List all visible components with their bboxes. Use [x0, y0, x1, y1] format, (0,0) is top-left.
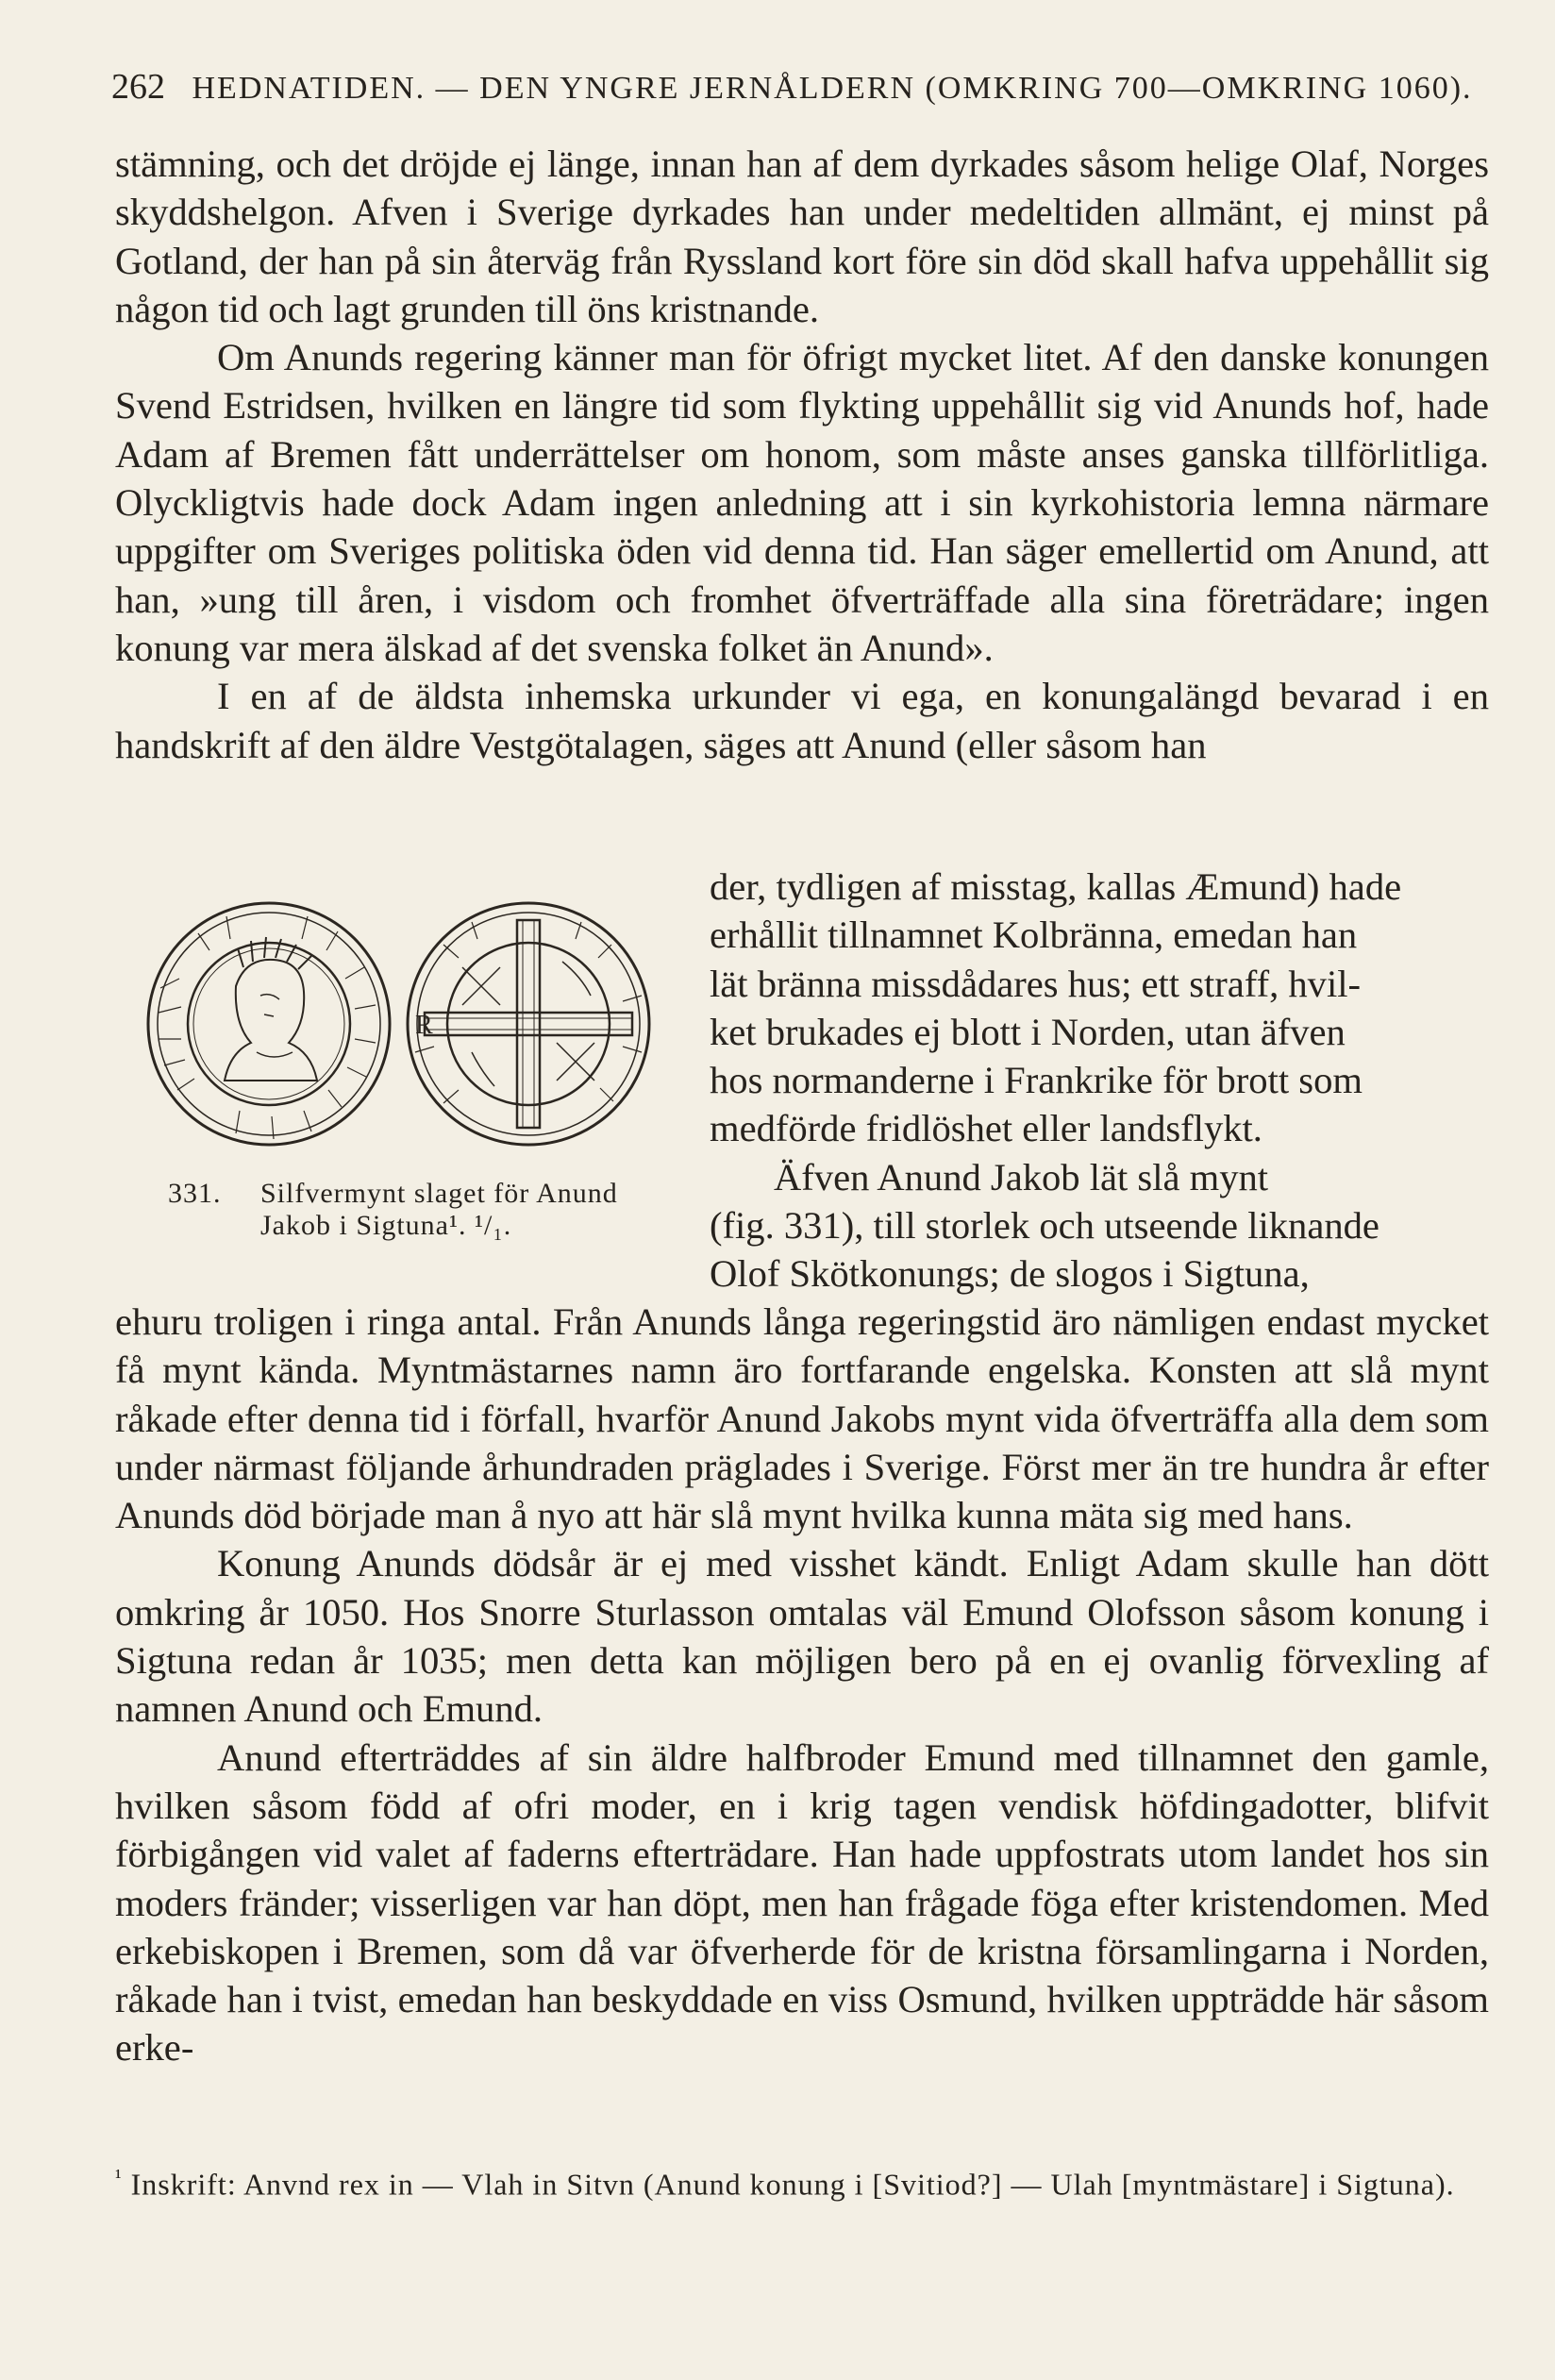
paragraph: Anund efterträddes af sin äldre halfbroder Emund med tillnamnet den gamle, hvilken såsom född af ofri moder, en i krig tagen vendisk höfdingadotter, blifvit förbigången vid valet af faderns efterträdare. Han hade uppfostrats utom landet hos sin moders fränder; visserligen var han döpt, men han frågade föga efter kristendomen. Med erkebiskopen i Bremen, som då var öfverherde för de kristna församlingarna i Norden, råkade han i tvist, emedan han beskyddade en viss Osmund, hvilken uppträdde här såsom erke-	[115, 1735, 1489, 2070]
coin-obverse	[148, 903, 390, 1145]
wrapped-line: medförde fridlöshet eller landsflykt.	[710, 1107, 1262, 1150]
footnote	[115, 2156, 1489, 2205]
figure-caption	[170, 1178, 698, 1242]
coin-illustration	[132, 901, 698, 1165]
wrapped-line: der, tydligen af misstag, kallas Æmund) hade	[710, 865, 1402, 908]
wrapped-line: hos normanderne i Frankrike för brott som	[710, 1059, 1363, 1102]
paragraph: Om Anunds regering känner man för öfrigt mycket litet. Af den danske konungen Svend Estridsen, hvilken en längre tid som flykting uppehållit sig vid Anunds hof, hade Adam af Bremen fått underrättelser om honom, som måste anses ganska tillförlitliga. Olyckligtvis hade dock Adam ingen anledning att i sin kyrkohistoria lemna närmare uppgifter om Sveriges politiska öden vid denna tid. Han säger emellertid om Anund, att han, »ung till åren, i visdom och fromhet öfverträffade alla sina företrädare; ingen konung var mera älskad af det svenska folket än Anund».	[115, 336, 1489, 669]
wrapped-line: ket brukades ej blott i Norden, utan äfven	[710, 1010, 1346, 1053]
body-text-bottom	[115, 1298, 1489, 2072]
wrapped-line: Olof Skötkonungs; de slogos i Sigtuna,	[710, 1252, 1310, 1296]
wrapped-line: erhållit tillnamnet Kolbränna, emedan han	[710, 913, 1358, 957]
body-text-top	[115, 140, 1489, 769]
paragraph: Konung Anunds dödsår är ej med visshet kändt. Enligt Adam skulle han dött omkring år 1050. Hos Snorre Sturlasson omtalas väl Emund Olofsson såsom konung i Sigtuna redan år 1035; men detta kan möjligen bero på en ej ovanlig förvexling af namnen Anund och Emund.	[115, 1542, 1489, 1731]
wrapped-line: lät bränna missdådares hus; ett straff, hvil-	[710, 962, 1362, 1005]
paragraph: stämning, och det dröjde ej länge, innan han af dem dyrkades såsom helige Olaf, Norges skyddshelgon. Afven i Sverige dyrkades han under medeltiden allmänt, ej minst på Gotland, der han på sin återväg från Ryssland kort före sin död skall hafva uppehållit sig någon tid och lagt grunden till öns kristnande.	[115, 142, 1489, 330]
wrapped-line: (fig. 331), till storlek och utseende liknande	[710, 1204, 1379, 1248]
footnote-marker: ¹	[115, 2165, 123, 2188]
wrapped-text	[710, 863, 1489, 1299]
footnote-text: Inskrift: Anvnd rex in — Vlah in Sitvn (Anund konung i [Svitiod?] — Ulah [myntmästare] i Sigtuna).	[130, 2167, 1455, 2202]
coin-reverse	[408, 903, 649, 1145]
caption-line: Jakob i Sigtuna¹. ¹/₁.	[260, 1210, 512, 1241]
wrapped-line: Äfven Anund Jakob lät slå mynt	[774, 1155, 1269, 1198]
caption-line: Silfvermynt slaget för Anund	[260, 1178, 618, 1209]
figure-number: 331.	[168, 1178, 222, 1209]
running-header	[111, 66, 1489, 108]
paragraph: ehuru troligen i ringa antal. Från Anunds långa regeringstid äro nämligen endast mycket få mynt kända. Myntmästarnes namn äro fortfarande engelska. Konsten att slå mynt råkade efter denna tid i förfall, hvarför Anund Jakobs mynt vida öfverträffa alla dem som under närmast följande århundraden präglades i Sverige. Först mer än tre hundra år efter Anunds död började man å nyo att här slå mynt hvilka kunna mäta sig med hans.	[115, 1300, 1489, 1537]
running-title: HEDNATIDEN. — DEN YNGRE JERNÅLDERN (OMKRING 700—OMKRING 1060).	[192, 71, 1473, 106]
coin-mint-letter: R	[415, 1011, 433, 1040]
paragraph: I en af de äldsta inhemska urkunder vi ega, en konungalängd bevarad i en handskrift af den äldre Vestgötalagen, säges att Anund (eller såsom han	[115, 675, 1489, 766]
page-number: 262	[111, 67, 165, 107]
